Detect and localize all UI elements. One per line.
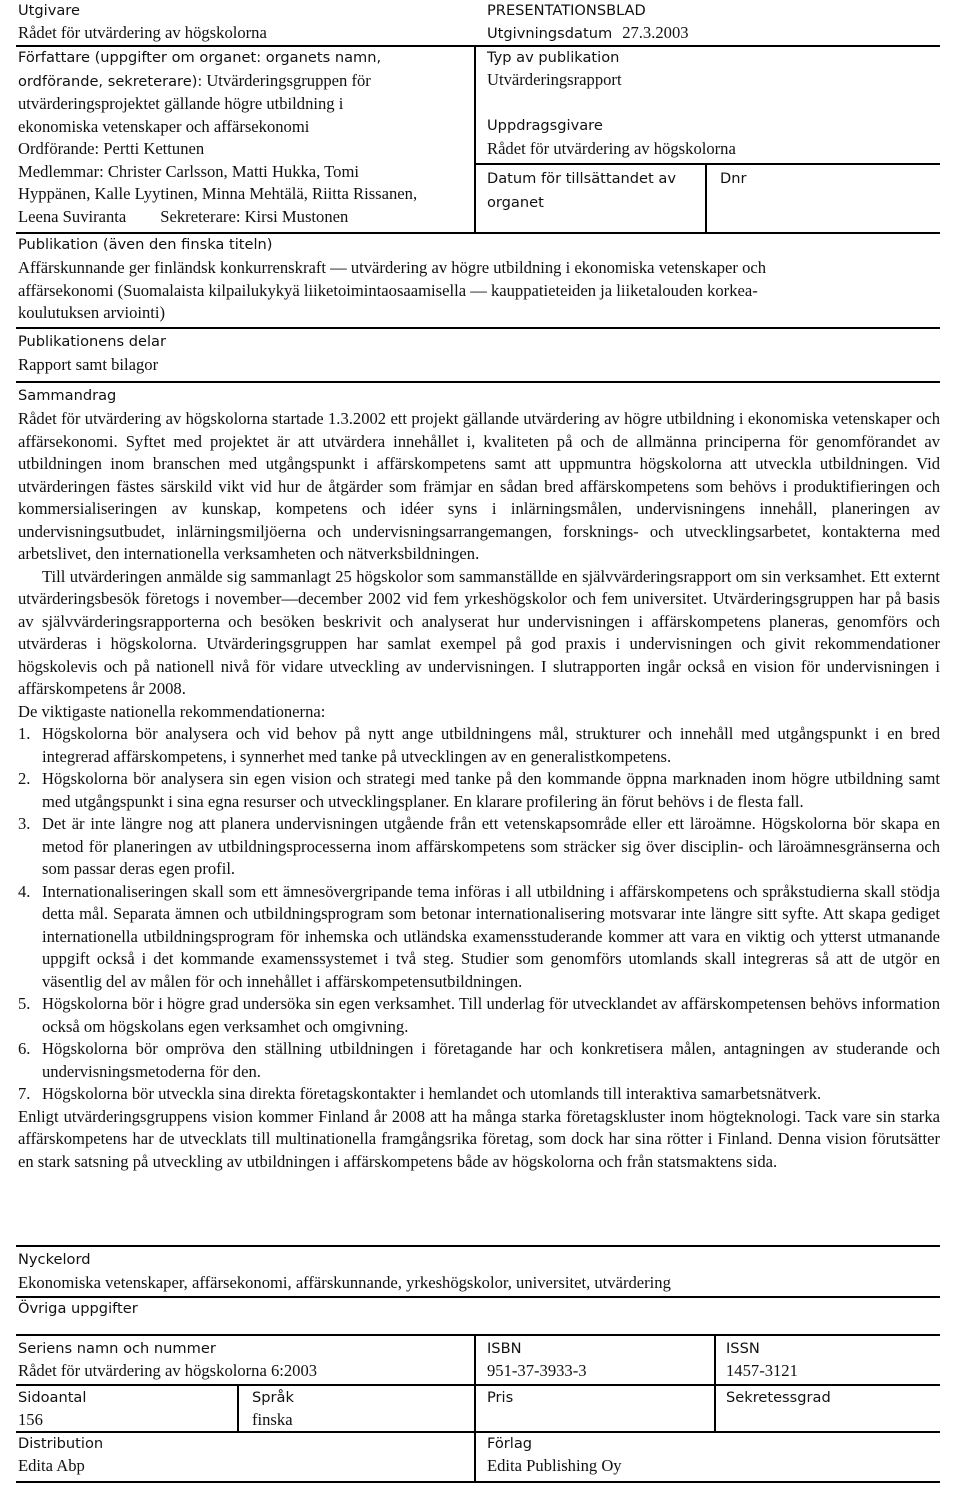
parts-label: Publikationens delar (18, 333, 166, 350)
rule-under-parts (16, 381, 940, 383)
series-value: Rådet för utvärdering av högskolorna 6:2003 (18, 1361, 318, 1380)
vrule-footer-right (714, 1334, 716, 1432)
recommendation-number: 6. (18, 1039, 31, 1058)
summary-body (18, 408, 940, 1173)
publication-type-label: Typ av publikation (487, 49, 620, 66)
recommendations-intro: De viktigaste nationella rekommendationerna: (18, 701, 326, 721)
appointment-date-label: Datum för tillsättandet av (487, 170, 676, 187)
rule-under-pages (16, 1431, 940, 1433)
doc-type: PRESENTATIONSBLAD (487, 2, 646, 19)
dnr-label: Dnr (720, 170, 747, 187)
recommendation-text: Det är inte längre nog att planera undervisningen utgående från ett vetenskapsområde eller ett läroämne. Högskolorna bör skapa en metod för planeringen av utbildningsprocesserna inom affärskompetens som sträcker sig över disciplin- och läroämnesgränserna och som passar deras egen profil. (42, 814, 940, 878)
rule-under-other (16, 1334, 940, 1336)
language-label: Språk (252, 1389, 294, 1406)
publication-type-value: Utvärderingsrapport (487, 70, 622, 89)
recommendation-text: Högskolorna bör analysera sin egen vision och strategi med tanke på den kommande öppna marknaden inom högre utbildning samt med utgångspunkt i sina egna resurser och utvecklingsplaner. En klarare profilering än förut behövs i de flesta fall. (42, 769, 940, 811)
recommendation-text: Högskolorna bör utveckla sina direkta företagskontakter i hemlandet och utomlands till interaktiva samarbetsnätverk. (42, 1084, 822, 1103)
publisher-label-footer: Förlag (487, 1435, 533, 1452)
authors-block (18, 47, 474, 228)
summary-paragraph-2: Till utvärderingen anmälde sig sammanlagt 25 högskolor som sammanställde en självvärderingsrapport om sin verksamhet. Ett externt utvärderingsbesök företogs i november—december 2002 vid fem yrkeshögskolor och fem universitet. Utvärderingsgruppen har på basis av självvärderingsrapporterna och besöken beskrivit och analyserat hur undervisningen i affärskompetens planeras, genomförs och utvärderas i högskolorna. Utvärderingsgruppen har samlat exempel på god praxis i undervisningen och givit rekommendationer högskolevis och på nationell nivå för vidare utveckling av undervisningen. I slutrapporten ingår också en vision för undervisningen i affärskompetens år 2008. (18, 566, 940, 698)
recommendation-text: Internationaliseringen skall som ett ämnesövergripande tema införas i all utbildning i affärskompetens och språkstudierna skall stödja detta mål. Separata ämnen och utbildningsprogram som betonar internationalisering motsvarar inte längre sitt syfte. Att skapa gediget internationella utbildningsprogram för inhemska och utländska examensstuderande kommer att vara en viktig och ytterst utmanande uppgift också i det kommande examenssystemet i två steg. Studier som genomförs utomlands skall integreras så att de utgör en väsentlig del av målen för och innehållet i affärskompetensutbildningen. (42, 881, 940, 991)
language-value: finska (252, 1410, 293, 1429)
title-section-label: Publikation (även den finska titeln) (18, 236, 273, 253)
commissioner-label: Uppdragsgivare (487, 117, 603, 134)
recommendation-number: 1. (18, 724, 31, 743)
recommendation-item (18, 768, 940, 813)
distribution-label: Distribution (18, 1435, 104, 1452)
authors-field: ekonomiska vetenskaper och affärsekonomi (18, 116, 310, 136)
recommendation-item (18, 1038, 940, 1083)
parts-value: Rapport samt bilagor (18, 355, 159, 374)
recommendation-number: 2. (18, 769, 31, 788)
appointment-date-label-cont: organet (487, 194, 544, 211)
recommendation-item (18, 993, 940, 1038)
recommendation-item (18, 813, 940, 881)
publisher-value-footer: Edita Publishing Oy (487, 1456, 622, 1475)
summary-paragraph-1: Rådet för utvärdering av högskolorna startade 1.3.2002 ett projekt gällande utvärdering av högre utbildning i ekonomiska vetenskaper och affärsekonomi. Syftet med projektet är att utvärdera innehållet i, kvaliteten på och de allmänna principerna för genomförandet av utbildningen inom branschen med utgångspunkt i affärskompetens samt att uppmuntra högskolorna att utveckla utbildningen. Vid utvärderingen fästes särskild vikt vid hur de åtgärder som främjar en sådan bred affärskompetens som behövs i produktifieringen och kommersialiseringen av kunskap, kompetens och idéer syns i inlärningsmålen, undervisningens innehåll, planeringen av undervisningsutbudet, inlärningsmiljöerna och undervisningsarrangemangen, forsknings- och utvecklingsarbetet, kontakterna med arbetslivet, den internationella verksamheten och nätverksbildningen. (18, 409, 940, 563)
authors-secretary: Sekreterare: Kirsi Mustonen (160, 206, 349, 226)
rule-under-keywords (16, 1296, 940, 1298)
date-label: Utgivningsdatum (487, 25, 613, 42)
distribution-value: Edita Abp (18, 1456, 85, 1475)
date-value: 27.3.2003 (622, 23, 689, 42)
recommendation-number: 7. (18, 1084, 31, 1103)
series-label: Seriens namn och nummer (18, 1340, 216, 1357)
recommendation-item (18, 881, 940, 994)
publisher-value: Rådet för utvärdering av högskolorna (18, 23, 267, 42)
authors-members-cont: Hyppänen, Kalle Lyytinen, Minna Mehtälä, Riitta Rissanen, (18, 184, 418, 203)
summary-label: Sammandrag (18, 387, 117, 404)
issn-value: 1457-3121 (726, 1361, 798, 1380)
keywords-value: Ekonomiska vetenskaper, affärsekonomi, affärskunnande, yrkeshögskolor, universitet, utvärdering (18, 1273, 671, 1292)
recommendation-text: Högskolorna bör i högre grad undersöka sin egen verksamhet. Till underlag för utvecklandet av affärskompetensen behövs information också om högskolans egen verksamhet och omgivning. (42, 994, 940, 1036)
authors-chair: Ordförande: Pertti Kettunen (18, 139, 205, 158)
rule-under-commissioner (474, 163, 940, 165)
title-line-2: affärsekonomi (Suomalaista kilpailukykyä liiketoimintaosaamisella — kauppatieteiden ja liiketalouden korkea- (18, 280, 758, 300)
other-info-label: Övriga uppgifter (18, 1300, 138, 1317)
recommendation-item (18, 723, 940, 768)
commissioner-value: Rådet för utvärdering av högskolorna (487, 139, 736, 158)
isbn-label: ISBN (487, 1340, 522, 1357)
recommendation-number: 3. (18, 814, 31, 833)
authors-label-cont: ordförande, sekreterare): (18, 72, 203, 90)
title-line-3: koulutuksen arviointi) (18, 303, 166, 322)
vrule-footer-mid (474, 1334, 476, 1482)
recommendation-number: 5. (18, 994, 31, 1013)
rule-under-title (16, 327, 940, 329)
recommendation-number: 4. (18, 881, 31, 901)
publication-title (18, 257, 940, 325)
authors-project: utvärderingsprojektet gällande högre utbildning i (18, 94, 344, 113)
rule-bottom (16, 1481, 940, 1483)
rule-under-series (16, 1384, 940, 1386)
price-label: Pris (487, 1389, 514, 1406)
rule-under-summary (16, 1245, 940, 1247)
vrule-header-right (474, 45, 476, 233)
authors-group: Utvärderingsgruppen för (206, 70, 371, 90)
publisher-label: Utgivare (18, 2, 80, 19)
authors-members: Medlemmar: Christer Carlsson, Matti Hukka, Tomi (18, 161, 359, 181)
recommendation-item (18, 1083, 940, 1106)
summary-closing: Enligt utvärderingsgruppens vision kommer Finland år 2008 att ha många starka företagskluster inom högteknologi. Tack vare sin starka affärskompetens har de utvecklats till multinationella framgångsrika företag, som dock har sina rötter i Finland. Denna vision förutsätter en stark satsning på utveckling av utbildningen i affärskompetens både av högskolorna och från statsmaktens sida. (18, 1106, 940, 1171)
title-line-1: Affärskunnande ger finländsk konkurrenskraft — utvärdering av högre utbildning i ekonomiska vetenskaper och (18, 258, 767, 277)
vrule-dnr (705, 163, 707, 233)
secrecy-label: Sekretessgrad (726, 1389, 831, 1406)
page-count-value: 156 (18, 1410, 43, 1429)
recommendation-text: Högskolorna bör analysera och vid behov på nytt ange utbildningens mål, strukturer och innehåll med utgångspunkt i en bred integrerad affärskompetens, i synnerhet med tanke på utvecklingen av en generalistkompetens. (42, 724, 940, 766)
recommendation-text: Högskolorna bör ompröva den ställning utbildningen i företagande har och konkretisera målen, antagningen av studerande och undervisningsmetoderna för den. (42, 1039, 940, 1081)
authors-members-end: Leena Suviranta (18, 206, 127, 226)
vrule-footer-left (237, 1384, 239, 1432)
isbn-value: 951-37-3933-3 (487, 1361, 587, 1380)
keywords-label: Nyckelord (18, 1251, 91, 1268)
publication-date (487, 22, 689, 46)
issn-label: ISSN (726, 1340, 760, 1357)
page-count-label: Sidoantal (18, 1389, 87, 1406)
authors-label: Författare (uppgifter om organet: organets namn, (18, 49, 382, 66)
recommendations-list (18, 723, 940, 1106)
